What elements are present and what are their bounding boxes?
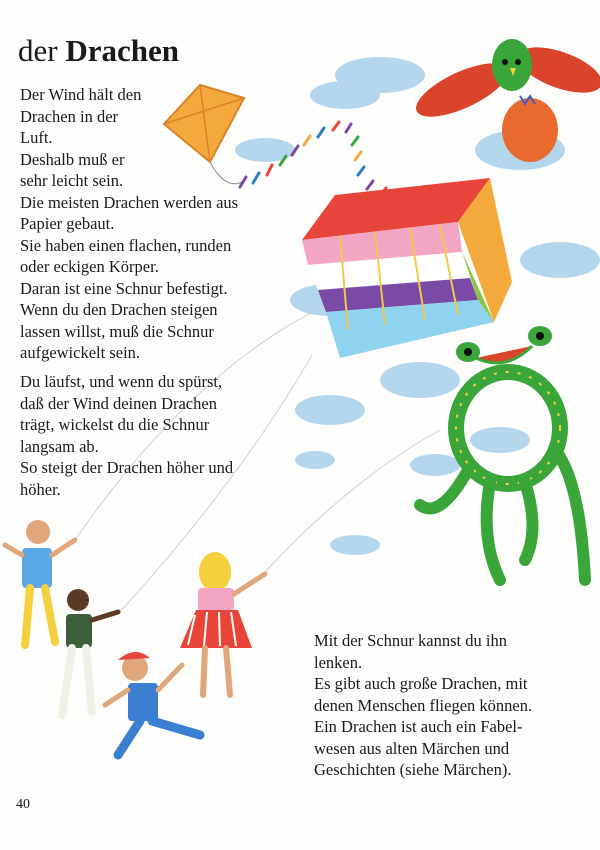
- text-line: So steigt der Drachen höher und: [20, 458, 234, 477]
- text-line: Es gibt auch große Drachen, mit: [314, 674, 528, 693]
- box-kite: [302, 178, 512, 358]
- steering-paragraph: [314, 630, 584, 781]
- flying-paragraph: [20, 371, 310, 500]
- text-line: Der Wind hält den: [20, 85, 142, 104]
- text-line: Geschichten (siehe Märchen).: [314, 760, 512, 779]
- child-middle: [62, 589, 118, 715]
- text-line: denen Menschen fliegen können.: [314, 695, 533, 715]
- intro-paragraph: [20, 84, 310, 364]
- title-article: der: [18, 33, 58, 68]
- text-line: Ein Drachen ist auch ein Fabel-: [314, 717, 523, 736]
- child-girl: [180, 552, 265, 695]
- text-line: Drachen in der: [20, 106, 119, 126]
- text-line: Sie haben einen flachen, runden: [20, 235, 232, 255]
- text-line: Daran ist eine Schnur befestigt.: [20, 278, 228, 298]
- page-title: [18, 32, 179, 70]
- frog-kite: [420, 326, 585, 580]
- text-line: sehr leicht sein.: [20, 171, 124, 190]
- text-line: trägt, wickelst du die Schnur: [20, 415, 210, 434]
- text-line: Deshalb muß er: [20, 149, 125, 169]
- text-line: Du läufst, und wenn du spürst,: [20, 372, 223, 391]
- text-line: Wenn du den Drachen steigen: [20, 300, 218, 319]
- text-line: Die meisten Drachen werden aus: [20, 192, 239, 212]
- text-line: daß der Wind deinen Drachen: [20, 393, 217, 413]
- child-running: [105, 652, 200, 755]
- text-line: wesen aus alten Märchen und: [314, 738, 510, 758]
- text-line: Mit der Schnur kannst du ihn: [314, 631, 507, 650]
- text-line: aufgewickelt sein.: [20, 343, 141, 362]
- page-number: 40: [16, 797, 30, 812]
- text-line: höher.: [20, 479, 61, 499]
- text-line: langsam ab.: [20, 436, 99, 456]
- text-line: Papier gebaut.: [20, 214, 115, 233]
- child-left: [5, 520, 75, 645]
- text-line: oder eckigen Körper.: [20, 257, 159, 276]
- text-line: lassen willst, muß die Schnur: [20, 321, 214, 341]
- title-word: Drachen: [65, 33, 179, 68]
- text-line: lenken.: [314, 652, 363, 672]
- text-line: Luft.: [20, 128, 53, 147]
